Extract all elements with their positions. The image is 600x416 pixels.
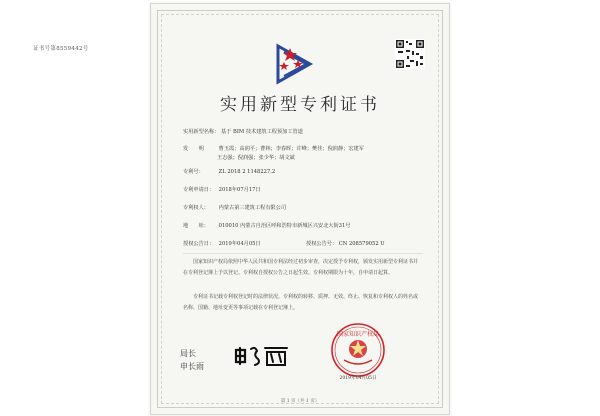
director-name-label: 申长雨	[180, 362, 204, 371]
filing-date-row	[183, 186, 261, 193]
cnipa-logo-icon	[270, 40, 330, 86]
utility-model-name-row	[183, 128, 303, 135]
filing-date-value: 2018年07月17日	[218, 187, 261, 193]
seal-text: 国家知识产权局	[336, 331, 380, 338]
patent-number-row	[183, 168, 275, 175]
grant-number-label: 授权公告号：	[306, 241, 338, 247]
grant-number-value: CN 208579052 U	[338, 241, 385, 247]
grant-number-row	[306, 240, 385, 247]
grant-statement-paragraph: 国家知识产权局依照中华人民共和国专利法经过初步审查，决定授予专利权，颁发实用新型专利证书并在专利登记簿上予以登记。专利权自授权公告之日起生效。专利权期限为十年，自申请日起算。	[183, 259, 419, 276]
grant-date-label: 授权公告日：	[183, 241, 215, 247]
inventor-row	[183, 145, 364, 152]
filing-date-label: 专利申请日：	[183, 187, 215, 193]
patent-number-label: 专利号：	[183, 169, 204, 175]
name-label: 实用新型名称：	[183, 129, 220, 135]
signature-image	[233, 340, 293, 370]
name-value: 基于 BIM 技术建筑工程预加工管道	[220, 129, 303, 135]
certificate-title: 实用新型专利证书	[220, 95, 380, 115]
legal-status-paragraph: 专利证书记载专利权登记时的法律状况。专利权的转移、质押、无效、终止、恢复和专利权人的姓名或名称、国籍、地址变更等事项记载在专利登记簿上。	[183, 294, 419, 311]
grant-date-row	[183, 240, 261, 247]
patent-number-value: ZL 2018 2 1148227.2	[218, 169, 276, 175]
patentee-row	[183, 204, 286, 211]
address-label: 地 址：	[183, 223, 209, 229]
inventor-value: 曹玉霞；高润平；曹林；李春晖；许峰；樊佳；倪润静；宏建军	[218, 146, 364, 152]
patentee-value: 内蒙古第三建筑工程有限公司	[218, 205, 287, 211]
page-footer: 第 1 页（共 1 页）	[280, 399, 320, 404]
seal-date: 2019年04月05日	[339, 376, 377, 381]
inventor-label: 发 明	[183, 146, 204, 152]
official-seal-icon	[330, 322, 386, 382]
grant-date-value: 2019年04月05日	[218, 241, 261, 247]
director-title-label: 局长	[180, 349, 196, 358]
inventor-row-2	[217, 154, 295, 161]
patentee-label: 专利权人：	[183, 205, 209, 211]
address-value: 010010 内蒙古自治区呼和浩特市新城区兴安北大街31号	[218, 223, 351, 229]
divider	[183, 253, 423, 254]
inventor-value-2: 王志强；倪润强；张少华；胡文斌	[217, 155, 295, 161]
qr-code-icon	[395, 39, 425, 69]
certificate-number: 证书号第8559442号	[33, 46, 89, 52]
address-row	[183, 222, 350, 229]
